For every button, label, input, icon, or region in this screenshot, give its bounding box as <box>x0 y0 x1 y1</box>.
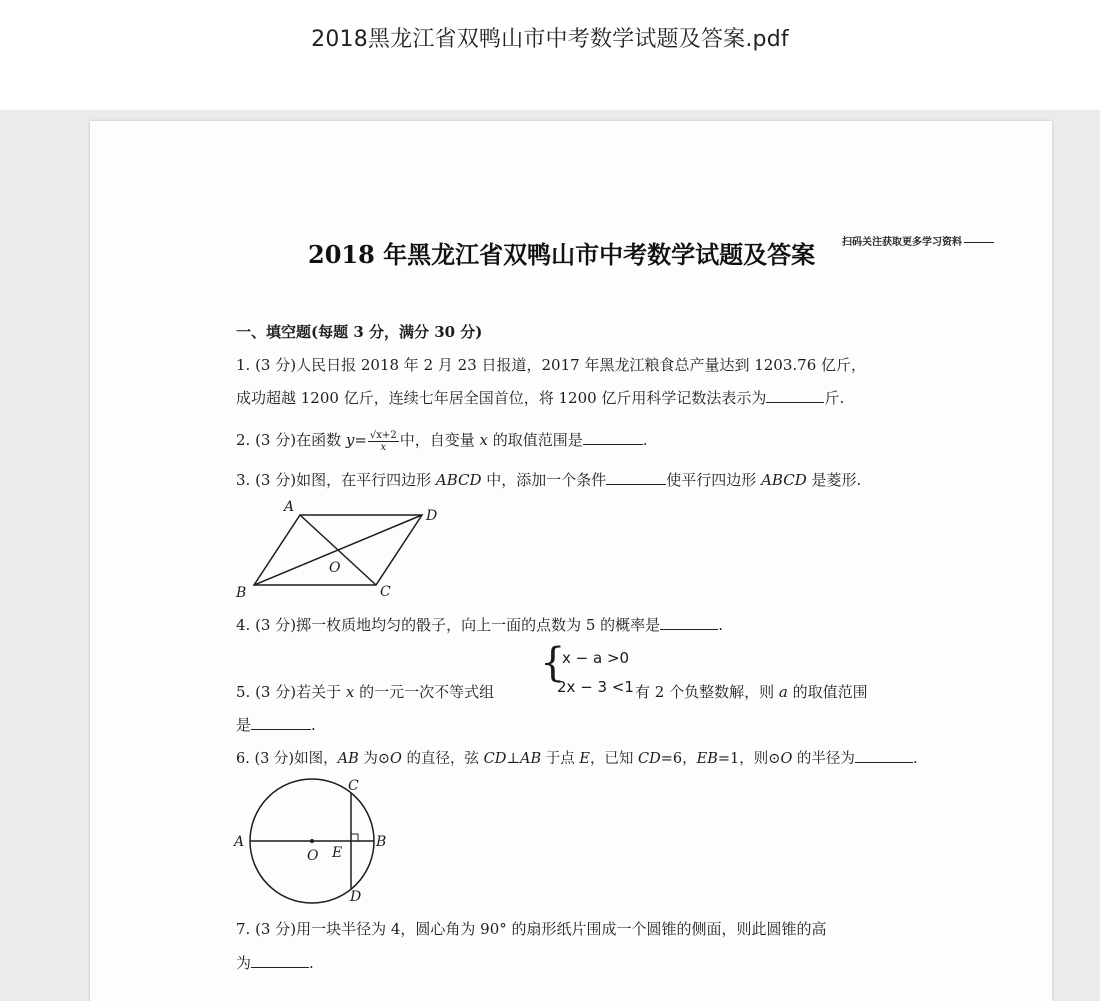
inequality-2: 2x − 3 <1 <box>557 678 634 696</box>
right-angle-mark <box>351 834 358 841</box>
q3-abcd: ABCD <box>435 471 482 489</box>
answer-blank <box>606 470 666 485</box>
label-c: C <box>348 778 359 794</box>
label-o: O <box>307 848 319 864</box>
label-d: D <box>426 508 438 524</box>
q3-text-a: 3. (3 分)如图，在平行四边形 <box>236 471 436 489</box>
side-note-text: 扫码关注获取更多学习资料 <box>842 237 962 248</box>
question-5-line-2 <box>236 714 316 735</box>
q6-e: E <box>579 751 590 767</box>
q6-o2: O <box>780 751 793 767</box>
q2-text-b: 中，自变量 <box>399 431 480 449</box>
question-6 <box>236 747 918 768</box>
question-4 <box>236 614 723 635</box>
q6-text-a: 6. (3 分)如图， <box>236 751 338 767</box>
q4-end: . <box>718 616 723 634</box>
q6-o: O <box>390 751 402 767</box>
q2-y: y= <box>345 431 367 449</box>
q6-text-e: 于点 <box>541 751 580 767</box>
q6-text-d: ⊥ <box>506 751 520 767</box>
q5-a: a <box>778 683 788 701</box>
label-e: E <box>332 845 343 861</box>
system-brace: { <box>540 640 566 686</box>
label-b: B <box>236 585 247 601</box>
q5-text-c: 有 2 个负整数解，则 <box>635 683 779 701</box>
label-c: C <box>380 584 391 600</box>
question-5-line-1 <box>236 681 494 702</box>
q2-end: . <box>642 431 648 449</box>
answer-blank <box>855 748 913 763</box>
label-b: B <box>376 834 387 850</box>
q5-text-b: 的一元一次不等式组 <box>354 683 495 701</box>
q6-ab: AB <box>337 751 359 767</box>
center-point <box>310 839 314 843</box>
pdf-page <box>90 121 1052 1001</box>
q2-denominator: x <box>380 441 387 453</box>
q6-text-h: =1，则⊙ <box>717 751 781 767</box>
q4-text: 4. (3 分)掷一枚质地均匀的骰子，向上一面的点数为 5 的概率是 <box>236 616 661 634</box>
q7-end: . <box>309 954 314 972</box>
q7-text: 为 <box>236 954 252 972</box>
q3-abcd: ABCD <box>761 471 807 489</box>
q2-text-a: 2. (3 分)在函数 <box>236 431 346 449</box>
q2-fraction <box>368 430 399 453</box>
question-5-line-1-tail <box>635 681 868 702</box>
answer-blank <box>583 430 643 445</box>
q6-text-b: 为⊙ <box>358 751 390 767</box>
circle-figure <box>230 773 410 913</box>
q6-cd: CD <box>483 751 507 767</box>
viewer-header <box>0 0 1100 110</box>
answer-blank <box>251 715 311 730</box>
q5-text-a: 5. (3 分)若关于 <box>236 683 346 701</box>
q6-text-f: ，已知 <box>589 751 639 767</box>
answer-blank <box>660 615 718 630</box>
label-o: O <box>329 560 341 576</box>
answer-blank <box>766 388 824 403</box>
label-a: A <box>284 499 295 515</box>
label-a: A <box>234 834 245 850</box>
question-7-line-2 <box>236 952 314 973</box>
q6-text-i: 的半径为 <box>792 751 855 767</box>
q6-ab2: AB <box>519 751 542 767</box>
label-d: D <box>350 889 362 905</box>
q2-text-c: 的取值范围是 <box>487 431 583 449</box>
q6-end: . <box>912 751 918 767</box>
q2-x: x <box>479 431 488 449</box>
q1-unit: 斤. <box>824 389 845 407</box>
q5-end: . <box>311 716 316 734</box>
q6-cd6: CD <box>638 751 661 767</box>
question-2 <box>236 429 648 453</box>
q3-text-c: 使平行四边形 <box>666 471 762 489</box>
q6-text-c: 的直径，弦 <box>401 751 484 767</box>
answer-blank <box>251 953 309 968</box>
side-note-dash <box>964 242 994 243</box>
q2-numerator: √x+2 <box>369 429 397 441</box>
inequality-1: x − a >0 <box>562 649 630 667</box>
q3-text-b: 中，添加一个条件 <box>481 471 607 489</box>
section-heading: 一、填空题(每题 3 分，满分 30 分) <box>236 323 483 341</box>
q6-text-g: =6， <box>660 751 697 767</box>
side-note <box>842 233 994 248</box>
file-title: 2018黑龙江省双鸭山市中考数学试题及答案.pdf <box>311 27 789 52</box>
question-1-line-2 <box>236 387 844 408</box>
document-title: 2018 年黑龙江省双鸭山市中考数学试题及答案 <box>308 240 816 269</box>
q5-x: x <box>345 683 355 701</box>
question-7-line-1: 7. (3 分)用一块半径为 4，圆心角为 90° 的扇形纸片围成一个圆锥的侧面，则此圆锥的高 <box>236 920 827 938</box>
parallelogram-figure <box>230 496 450 606</box>
q1-text: 成功超越 1200 亿斤，连续七年居全国首位，将 1200 亿斤用科学记数法表示为 <box>236 389 767 407</box>
q3-text-d: 是菱形. <box>806 471 862 489</box>
q5-line2-text: 是 <box>236 716 252 734</box>
q5-text-d: 的取值范围 <box>787 683 868 701</box>
question-3 <box>236 469 861 490</box>
q6-eb: EB <box>696 751 718 767</box>
question-1-line-1: 1. (3 分)人民日报 2018 年 2 月 23 日报道，2017 年黑龙江粮食总产量达到 1203.76 亿斤， <box>236 356 867 374</box>
